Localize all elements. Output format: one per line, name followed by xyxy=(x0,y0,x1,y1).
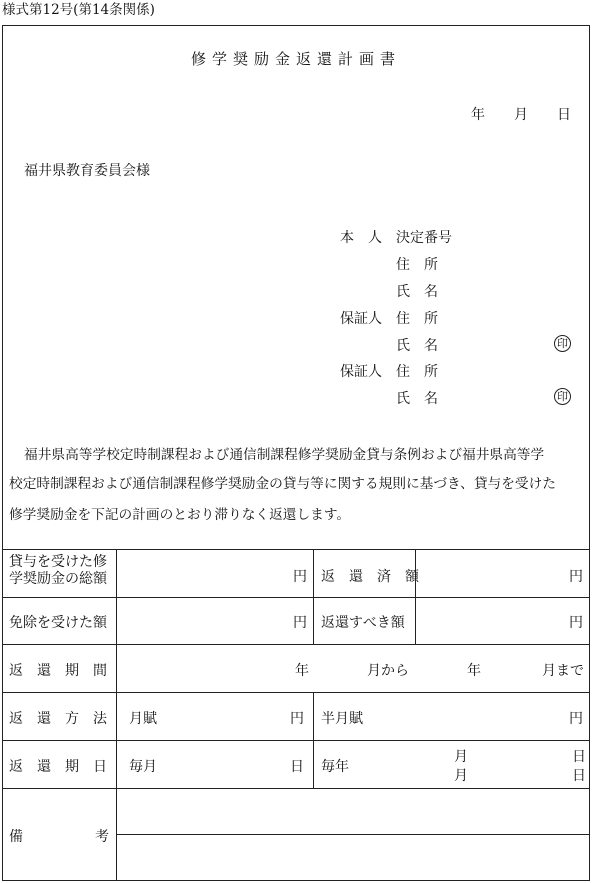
table-row-divider xyxy=(2,788,590,789)
total-loan-yen: 円 xyxy=(293,569,307,585)
table-top-border xyxy=(2,549,590,550)
period-end-month: 月まで xyxy=(542,663,584,679)
date-day: 日 xyxy=(557,107,571,123)
decision-number-label: 決定番号 xyxy=(396,230,452,246)
every-year-month-2: 月 xyxy=(454,768,468,784)
amount-to-repay-label: 返還すべき額 xyxy=(321,615,405,631)
table-label-column-divider xyxy=(116,549,117,881)
amount-to-repay-yen: 円 xyxy=(569,615,583,631)
every-month-label: 毎月 xyxy=(129,759,157,775)
semi-monthly-yen: 円 xyxy=(569,711,583,727)
date-year: 年 xyxy=(471,107,485,123)
table-middle-divider xyxy=(415,549,416,644)
form-number-label: 様式第12号(第14条関係) xyxy=(2,2,155,18)
repayment-period-label: 返 還 期 間 xyxy=(9,663,107,679)
guarantor2-address-label: 住 所 xyxy=(396,364,438,380)
every-year-month-1: 月 xyxy=(454,749,468,765)
guarantor1-address-label: 住 所 xyxy=(396,311,438,327)
repaid-amount-label: 返 還 済 額 xyxy=(321,569,419,585)
monthly-yen: 円 xyxy=(290,711,304,727)
repayment-method-label: 返 還 方 法 xyxy=(9,711,107,727)
body-text-line-3: 修学奨励金を下記の計画のとおり滞りなく返還します。 xyxy=(9,507,351,523)
table-row-divider xyxy=(2,597,590,598)
date-month: 月 xyxy=(514,107,528,123)
every-year-label: 毎年 xyxy=(321,759,349,775)
every-month-day: 日 xyxy=(290,759,304,775)
principal-address-label: 住 所 xyxy=(396,257,438,273)
exempted-amount-label: 免除を受けた額 xyxy=(9,615,107,631)
document-title: 修学奨励金返還計画書 xyxy=(190,50,401,68)
period-start-year: 年 xyxy=(295,663,309,679)
table-middle-divider xyxy=(313,692,314,788)
addressee: 福井県教育委員会様 xyxy=(24,163,150,179)
guarantor1-label: 保証人 xyxy=(340,311,382,327)
repayment-due-label: 返 還 期 日 xyxy=(9,759,107,775)
table-middle-divider xyxy=(313,549,314,644)
table-row-divider xyxy=(2,644,590,645)
period-start-month: 月から xyxy=(367,663,409,679)
period-end-year: 年 xyxy=(467,663,481,679)
principal-label: 本 人 xyxy=(340,230,382,246)
guarantor2-label: 保証人 xyxy=(340,364,382,380)
repaid-amount-yen: 円 xyxy=(569,569,583,585)
exempted-amount-yen: 円 xyxy=(293,615,307,631)
guarantor2-seal-mark: 印 xyxy=(554,388,571,405)
guarantor2-name-label: 氏 名 xyxy=(396,391,438,407)
every-year-day-2: 日 xyxy=(572,768,586,784)
guarantor1-seal-mark: 印 xyxy=(554,335,571,352)
total-loan-label: 貸与を受けた修 学奨励金の総額 xyxy=(9,554,107,587)
table-row-divider xyxy=(2,692,590,693)
principal-name-label: 氏 名 xyxy=(396,284,438,300)
guarantor1-name-label: 氏 名 xyxy=(396,338,438,354)
remarks-label-left: 備 xyxy=(9,829,23,845)
monthly-label: 月賦 xyxy=(129,711,157,727)
body-text-line-1: 福井県高等学校定時制課程および通信制課程修学奨励金貸与条例および福井県高等学 xyxy=(24,447,545,463)
remarks-divider xyxy=(116,834,590,835)
remarks-label-right: 考 xyxy=(95,829,109,845)
semi-monthly-label: 半月賦 xyxy=(321,711,363,727)
table-row-divider xyxy=(2,740,590,741)
every-year-day-1: 日 xyxy=(572,749,586,765)
body-text-line-2: 校定時制課程および通信制課程修学奨励金の貸与等に関する規則に基づき、貸与を受けた xyxy=(9,476,556,492)
